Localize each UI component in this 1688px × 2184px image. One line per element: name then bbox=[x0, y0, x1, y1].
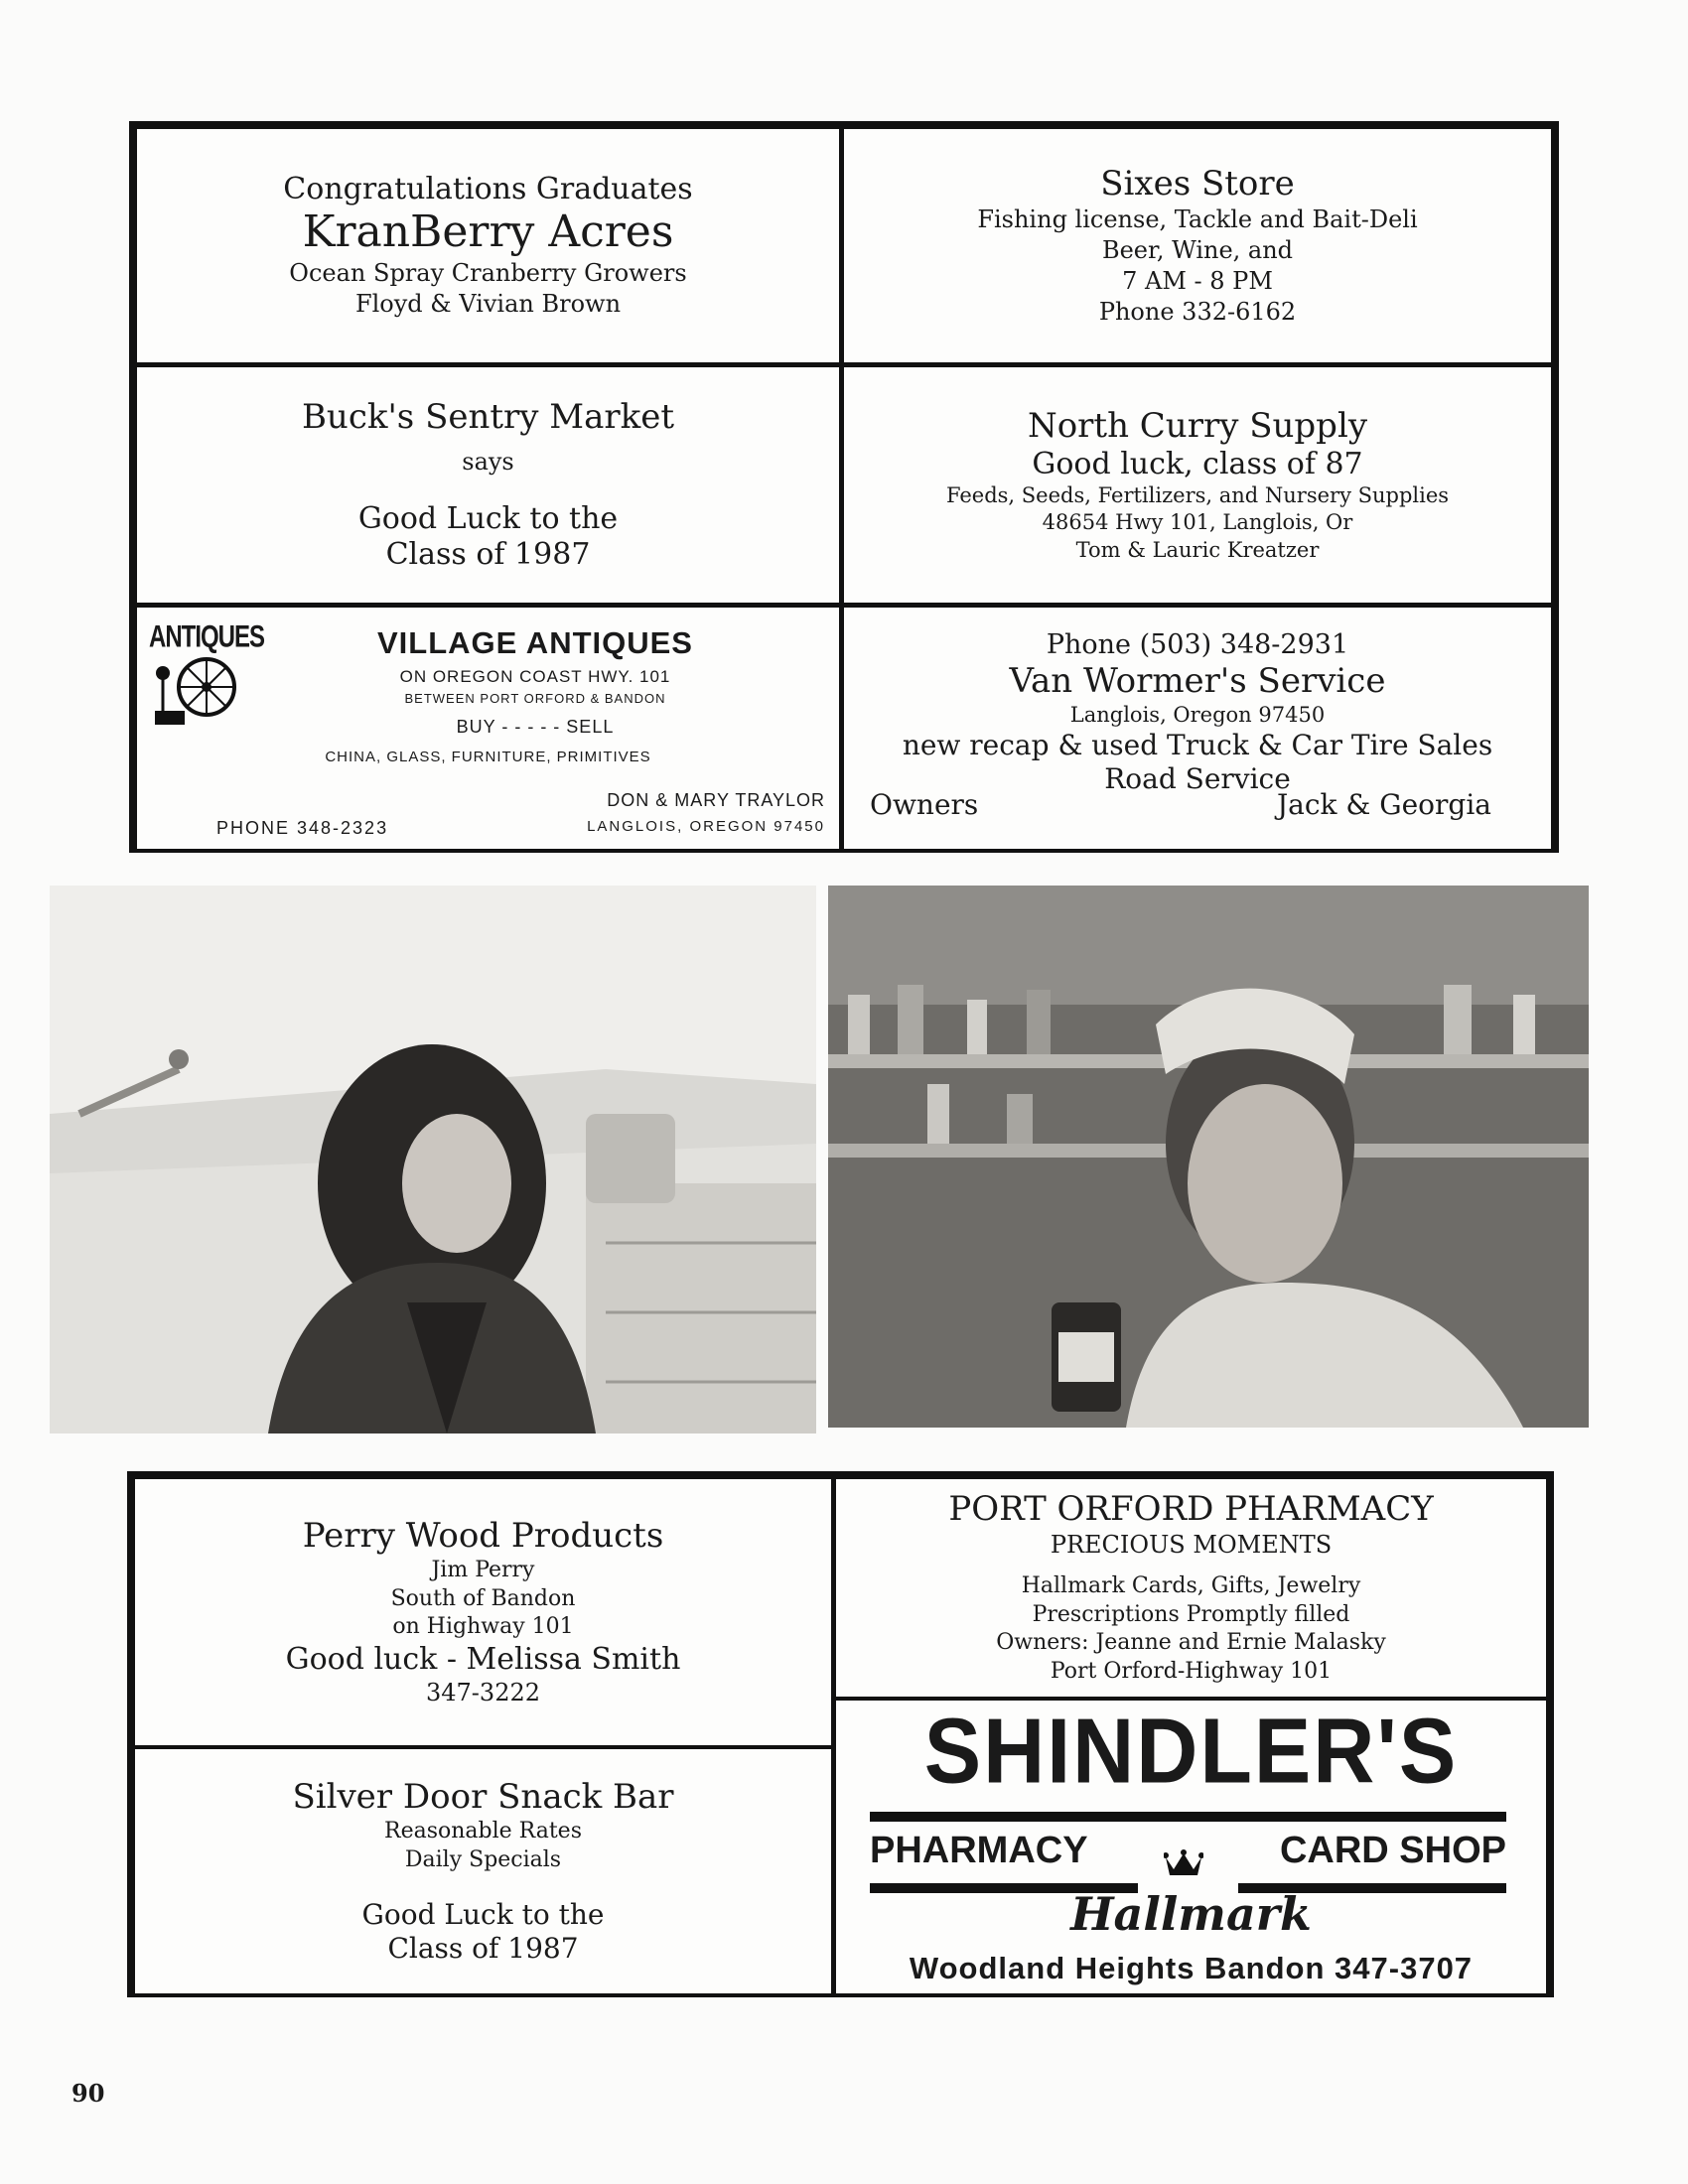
sixes-line3: 7 AM - 8 PM bbox=[1122, 266, 1273, 295]
silver-door-line3: Good Luck to the bbox=[361, 1898, 605, 1932]
photo-woman-illustration bbox=[50, 886, 816, 1433]
perry-line2: South of Bandon bbox=[390, 1585, 576, 1611]
sixes-line4: Phone 332-6162 bbox=[1098, 298, 1297, 327]
van-wormer-name: Van Wormer's Service bbox=[1009, 661, 1386, 702]
antiques-logo-text: ANTIQUES bbox=[149, 619, 265, 655]
silver-door-line4: Class of 1987 bbox=[387, 1931, 579, 1965]
perry-line5: 347-3222 bbox=[426, 1678, 540, 1706]
silver-door-line2: Daily Specials bbox=[404, 1846, 562, 1872]
bucks-name: Buck's Sentry Market bbox=[301, 396, 675, 437]
perry-line1: Jim Perry bbox=[431, 1557, 535, 1582]
photo-woman-at-sink bbox=[50, 886, 816, 1433]
north-curry-name: North Curry Supply bbox=[1027, 406, 1368, 447]
village-line1: ON OREGON COAST HWY. 101 bbox=[399, 667, 671, 686]
van-wormer-owners: Jack & Georgia bbox=[1276, 788, 1491, 821]
kranberry-line3: Floyd & Vivian Brown bbox=[354, 289, 622, 318]
bucks-line2: Good Luck to the bbox=[357, 501, 619, 537]
shindler-top-rule bbox=[870, 1812, 1506, 1822]
kranberry-line1: Congratulations Graduates bbox=[283, 172, 693, 207]
kranberry-line2: Ocean Spray Cranberry Growers bbox=[289, 258, 687, 287]
perry-line4: Good luck - Melissa Smith bbox=[285, 1641, 681, 1677]
sixes-name: Sixes Store bbox=[1100, 163, 1295, 204]
sixes-line1: Fishing license, Tackle and Bait-Deli bbox=[977, 205, 1418, 233]
shindler-footer: Woodland Heights Bandon 347-3707 bbox=[909, 1951, 1474, 1985]
van-wormer-phone: Phone (503) 348-2931 bbox=[1046, 629, 1349, 660]
perry-wood-ad bbox=[131, 1475, 835, 1749]
north-curry-ad bbox=[840, 363, 1555, 607]
village-line3: BUY - - - - - SELL bbox=[456, 717, 615, 737]
shindler-name: SHINDLER'S bbox=[923, 1700, 1459, 1803]
crown-icon bbox=[1164, 1849, 1203, 1879]
village-line4: CHINA, GLASS, FURNITURE, PRIMITIVES bbox=[325, 749, 651, 765]
village-name: VILLAGE ANTIQUES bbox=[377, 625, 693, 660]
kranberry-ad bbox=[133, 125, 843, 366]
hallmark-logo: Hallmark bbox=[1070, 1887, 1312, 1941]
bucks-line3: Class of 1987 bbox=[385, 537, 591, 573]
silver-door-name: Silver Door Snack Bar bbox=[292, 1777, 674, 1818]
north-curry-line1: Good luck, class of 87 bbox=[1032, 446, 1363, 481]
bucks-line1: says bbox=[462, 448, 514, 477]
port-orford-line3: Prescriptions Promptly filled bbox=[1032, 1601, 1350, 1627]
van-wormer-line3: Road Service bbox=[1104, 762, 1291, 796]
port-orford-line5: Port Orford-Highway 101 bbox=[1050, 1659, 1333, 1685]
photo-student-pharmacy bbox=[828, 886, 1589, 1428]
sixes-ad bbox=[840, 125, 1555, 366]
port-orford-name: PORT ORFORD PHARMACY bbox=[948, 1489, 1434, 1530]
village-line2: BETWEEN PORT ORFORD & BANDON bbox=[404, 691, 666, 706]
shindler-right: CARD SHOP bbox=[1279, 1830, 1506, 1871]
shindlers-ad bbox=[832, 1697, 1550, 1997]
port-orford-line4: Owners: Jeanne and Ernie Malasky bbox=[996, 1630, 1386, 1656]
village-address: LANGLOIS, OREGON 97450 bbox=[587, 818, 825, 835]
van-wormer-owners-label: Owners bbox=[870, 788, 979, 821]
van-wormer-ad bbox=[840, 604, 1555, 853]
north-curry-line2: Feeds, Seeds, Fertilizers, and Nursery Supplies bbox=[945, 482, 1450, 507]
silver-door-ad bbox=[131, 1745, 835, 1997]
silver-door-line1: Reasonable Rates bbox=[384, 1819, 582, 1844]
shindler-left: PHARMACY bbox=[870, 1830, 1088, 1871]
perry-name: Perry Wood Products bbox=[302, 1516, 664, 1557]
north-curry-line3: 48654 Hwy 101, Langlois, Or bbox=[1042, 510, 1353, 535]
sixes-line2: Beer, Wine, and bbox=[1101, 235, 1294, 264]
page-number: 90 bbox=[71, 2079, 105, 2108]
kranberry-name: KranBerry Acres bbox=[302, 206, 674, 258]
port-orford-pharmacy-ad bbox=[832, 1475, 1550, 1701]
photo-student-illustration bbox=[828, 886, 1589, 1428]
van-wormer-line1: Langlois, Oregon 97450 bbox=[1069, 703, 1326, 728]
village-owners: DON & MARY TRAYLOR bbox=[607, 790, 825, 810]
van-wormer-line2: new recap & used Truck & Car Tire Sales bbox=[902, 729, 1493, 762]
port-orford-line2: Hallmark Cards, Gifts, Jewelry bbox=[1021, 1573, 1361, 1599]
perry-line3: on Highway 101 bbox=[392, 1614, 574, 1640]
north-curry-line4: Tom & Lauric Kreatzer bbox=[1075, 537, 1320, 562]
village-phone: PHONE 348-2323 bbox=[216, 818, 389, 838]
bucks-ad bbox=[133, 363, 843, 607]
port-orford-line1: PRECIOUS MOMENTS bbox=[1050, 1531, 1333, 1560]
village-antiques-ad bbox=[133, 604, 843, 853]
